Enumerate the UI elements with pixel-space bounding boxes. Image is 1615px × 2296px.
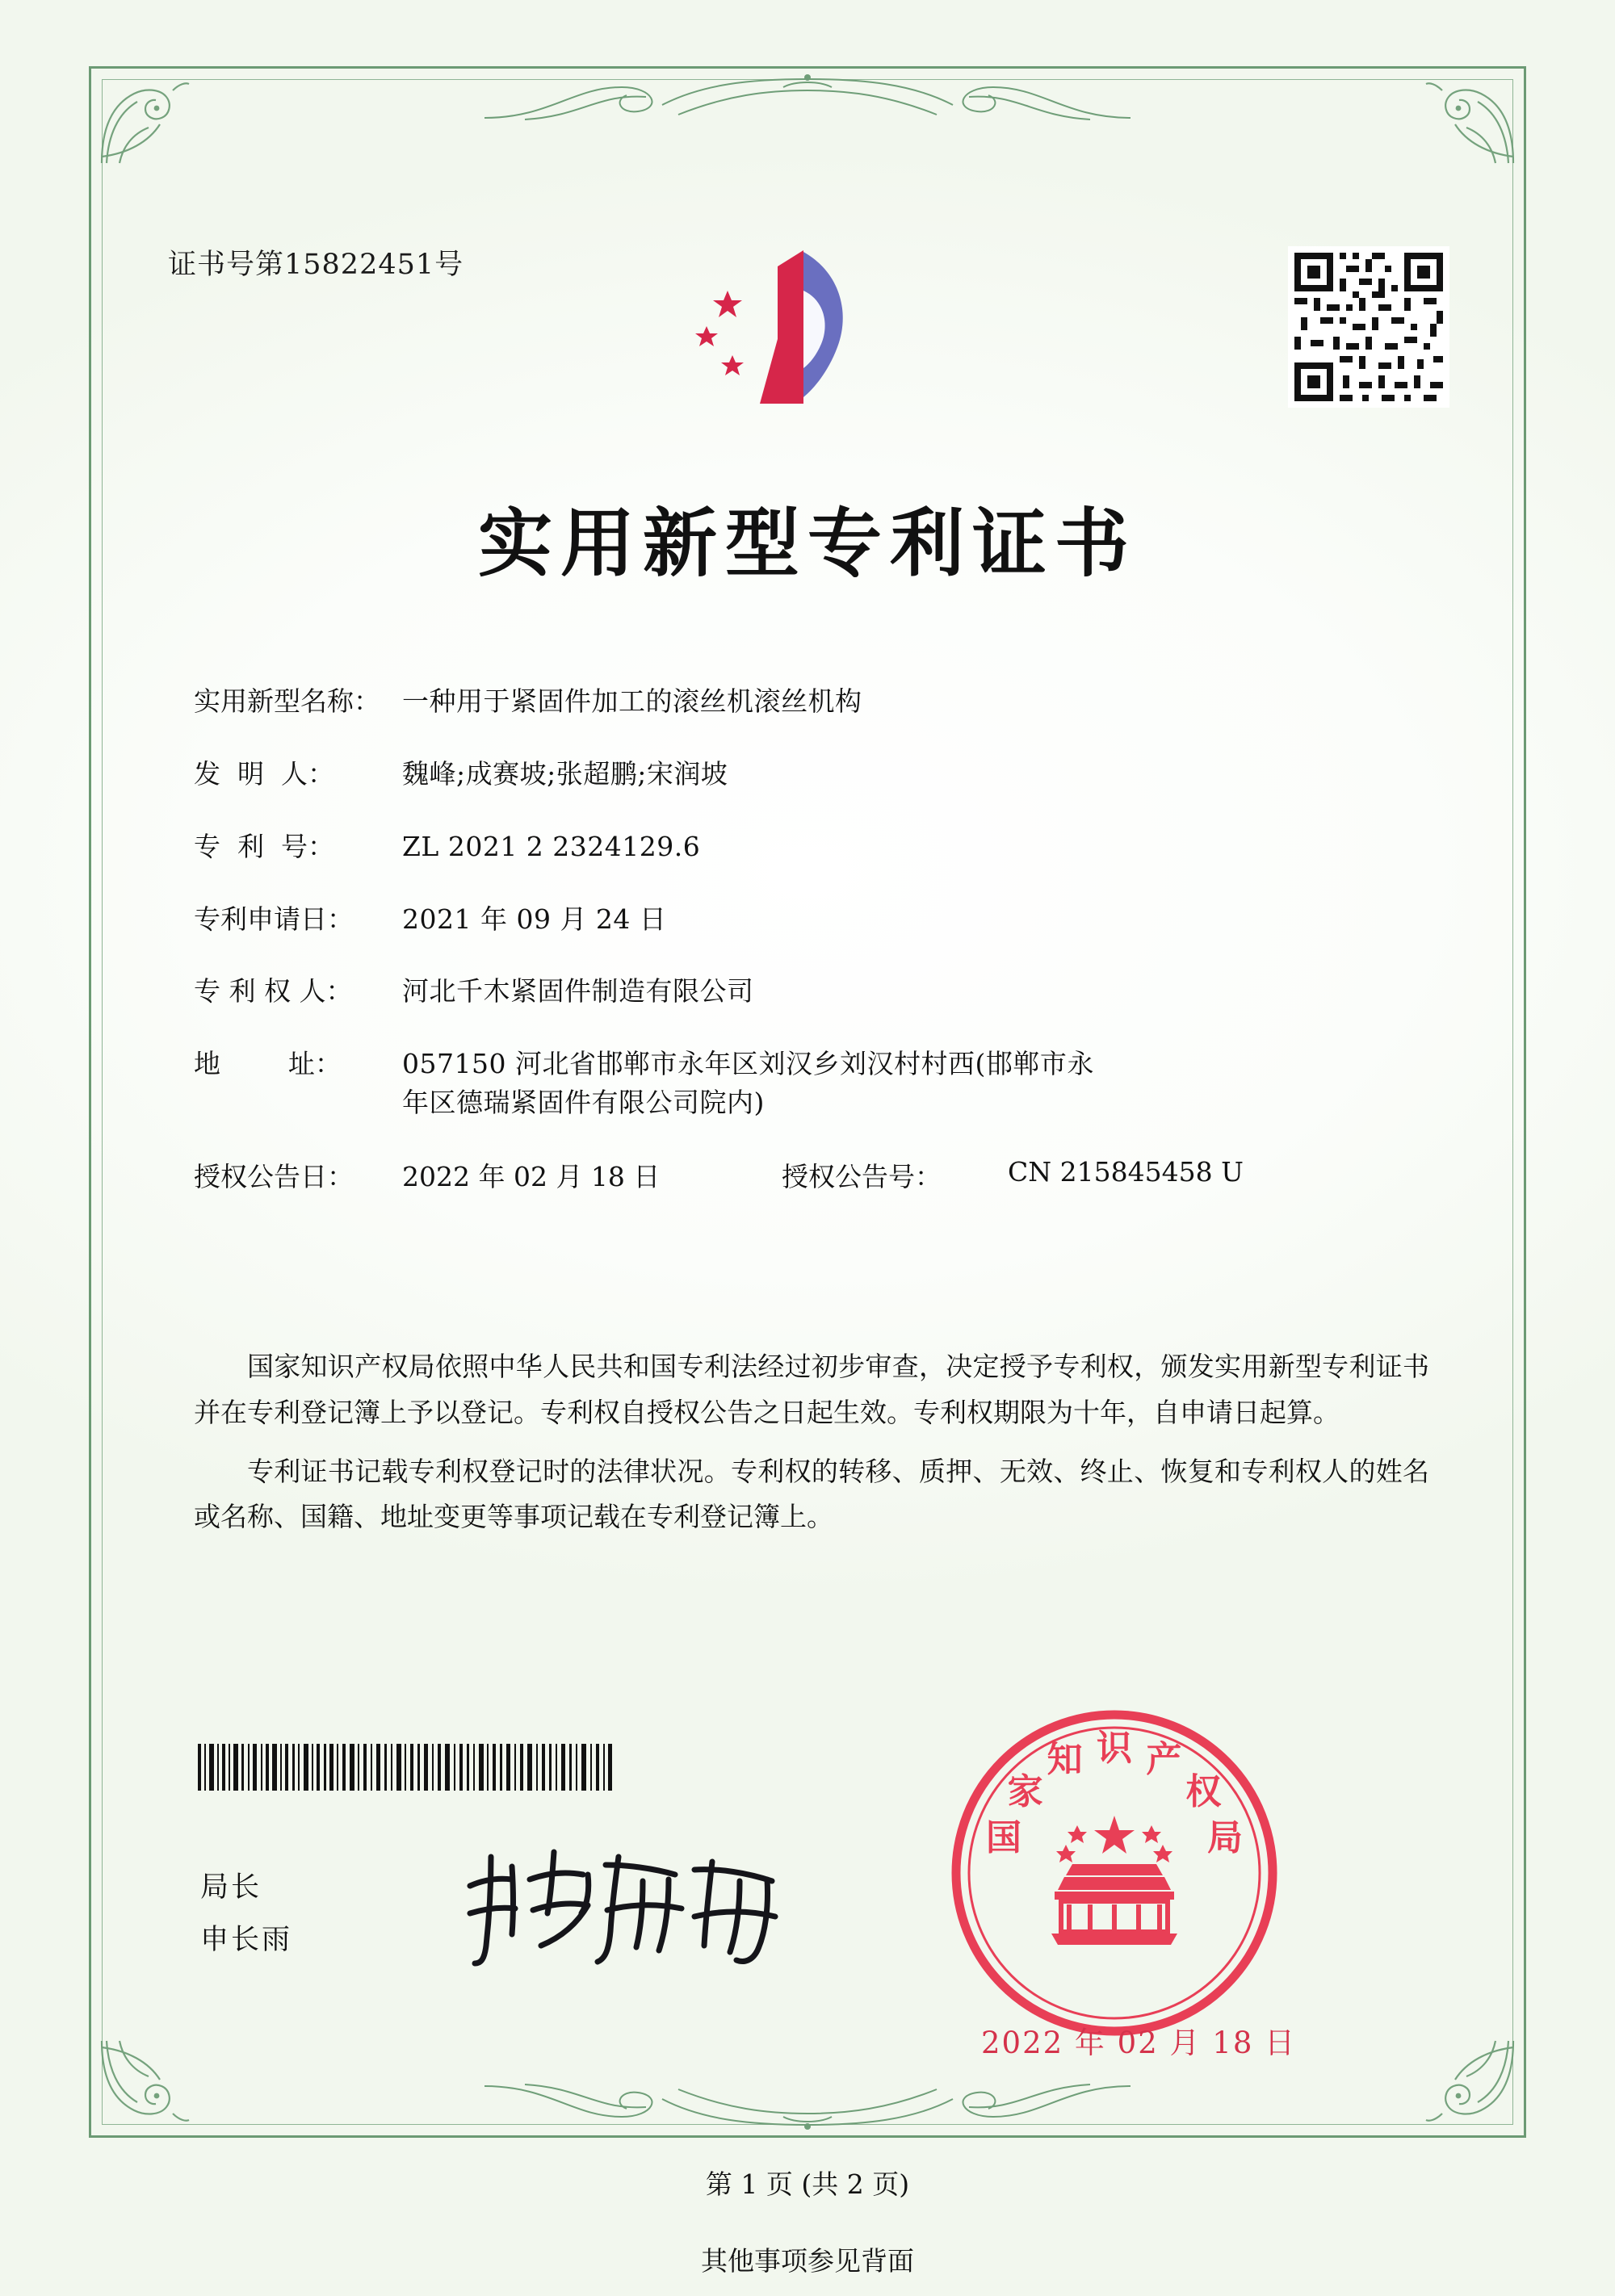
field-value: 2021 年 09 月 24 日: [402, 903, 667, 935]
certificate-number: 证书号第15822451号: [168, 249, 464, 281]
field-grant-announcement: [194, 1156, 1421, 1194]
back-side-note: 其他事项参见背面: [701, 2245, 914, 2277]
official-seal: [945, 1703, 1284, 2043]
field-label: 专 利 号：: [194, 830, 334, 862]
field-label: 专 利 权 人：: [194, 975, 353, 1008]
svg-text:国: 国: [986, 1816, 1022, 1858]
field-application-date: [194, 900, 1421, 939]
corner-ornament-icon: [1423, 73, 1520, 170]
field-label: 专利申请日：: [194, 903, 354, 935]
director-title-label: 局长: [200, 1871, 262, 1904]
certificate-fields: [194, 682, 1421, 1221]
legal-text-block: [194, 1344, 1429, 1553]
director-name: 申长雨: [200, 1924, 293, 1956]
handwritten-signature-icon: [452, 1833, 791, 1978]
svg-text:权: 权: [1185, 1770, 1222, 1812]
field-value: 057150 河北省邯郸市永年区刘汉乡刘汉村村西(邯郸市永: [402, 1048, 1094, 1080]
field-label: 发 明 人：: [194, 757, 334, 790]
svg-text:产: 产: [1146, 1739, 1182, 1781]
field-value: ZL 2021 2 2324129.6: [402, 830, 701, 862]
grant-number-label: 授权公告号：: [782, 1160, 942, 1192]
page-number: 第 1 页 (共 2 页): [705, 2168, 910, 2200]
field-patentee: [194, 972, 1421, 1011]
grant-number-value: CN 215845458 U: [1008, 1155, 1244, 1188]
svg-text:局: 局: [1206, 1816, 1243, 1858]
field-value-continued: 年区德瑞紧固件有限公司院内): [402, 1087, 765, 1119]
field-patent-number: [194, 827, 1421, 866]
svg-text:识: 识: [1097, 1728, 1132, 1769]
barcode-icon: [198, 1744, 618, 1791]
field-value: 魏峰;成赛坡;张超鹏;宋润坡: [402, 757, 728, 790]
seal-date: 2022 年 02 月 18 日: [981, 2026, 1297, 2060]
field-label: 地 址：: [194, 1048, 342, 1080]
field-label: 实用新型名称：: [194, 685, 380, 717]
field-utility-model-name: [194, 682, 1421, 721]
bottom-flourish-icon: [476, 2075, 1139, 2135]
field-value: 一种用于紧固件加工的滚丝机滚丝机构: [402, 685, 862, 717]
page-title: 实用新型专利证书: [477, 500, 1137, 587]
grant-date-label: 授权公告日：: [194, 1160, 354, 1192]
svg-text:家: 家: [1007, 1770, 1043, 1812]
corner-ornament-icon: [95, 2034, 192, 2131]
grant-date-value: 2022 年 02 月 18 日: [402, 1160, 661, 1192]
field-address: [194, 1045, 1421, 1122]
legal-paragraph: 专利证书记载专利权登记时的法律状况。专利权的转移、质押、无效、终止、恢复和专利权人的姓名或名称、国籍、地址变更等事项记载在专利登记簿上。: [194, 1455, 1429, 1533]
corner-ornament-icon: [95, 73, 192, 170]
field-inventors: [194, 755, 1421, 794]
svg-text:知: 知: [1047, 1739, 1083, 1781]
corner-ornament-icon: [1423, 2034, 1520, 2131]
cnipa-logo-icon: [682, 242, 892, 416]
qr-code-icon: [1288, 246, 1449, 408]
top-flourish-icon: [476, 69, 1139, 129]
legal-paragraph: 国家知识产权局依照中华人民共和国专利法经过初步审查，决定授予专利权，颁发实用新型专利证书并在专利登记簿上予以登记。专利权自授权公告之日起生效。专利权期限为十年，自申请日起算。: [194, 1351, 1429, 1428]
field-value: 河北千木紧固件制造有限公司: [402, 975, 754, 1008]
